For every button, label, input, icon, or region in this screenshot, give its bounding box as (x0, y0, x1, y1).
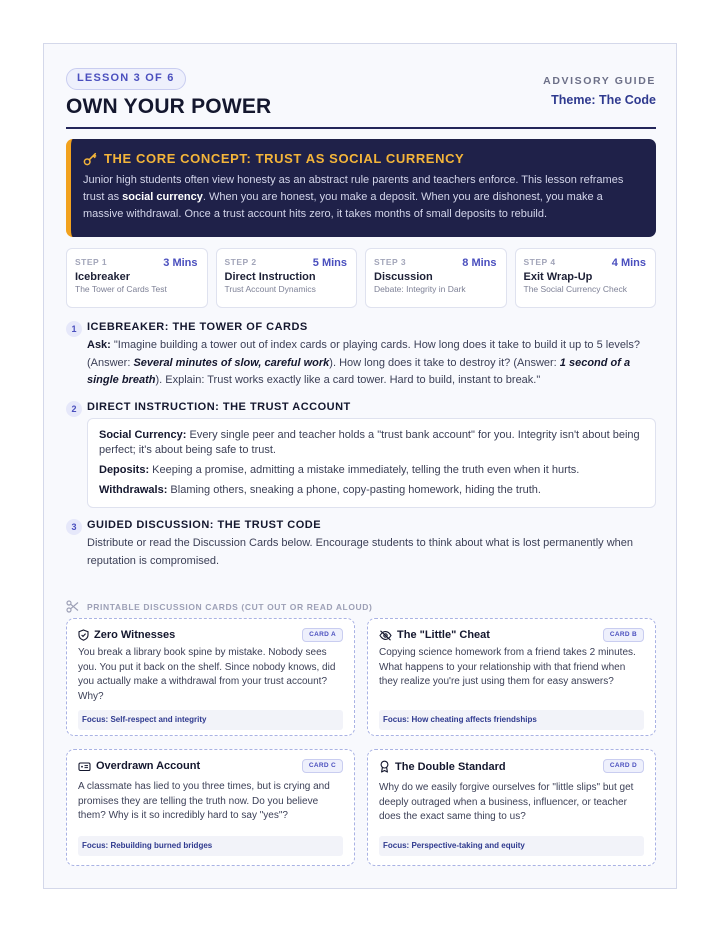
section-number-badge: 3 (66, 519, 82, 535)
discussion-card (367, 749, 656, 866)
step-subtitle: The Tower of Cards Test (75, 284, 167, 294)
trust-item: Deposits: Keeping a promise, admitting a mistake immediately, telling the truth even when it hurts. (99, 464, 580, 476)
step-duration: 4 Mins (611, 257, 646, 269)
step-name: Discussion (374, 271, 433, 283)
card-text: You break a library book spine by mistake. Nobody sees you. You put it back on the shelf. Since nobody knows, did you actually make a withdrawal from your trust account? Why? (78, 647, 336, 702)
step-number: STEP 4 (523, 257, 556, 267)
cards-header (66, 600, 372, 613)
eye-off-icon (379, 630, 392, 641)
trust-account-box (87, 418, 656, 508)
answer-emphasis: Several minutes of slow, careful work (133, 356, 330, 369)
step-number: STEP 1 (75, 257, 108, 267)
step-card (365, 248, 507, 308)
section-number-badge: 2 (66, 401, 82, 417)
step-card (515, 248, 657, 308)
answer-emphasis: 1 second of a single breath (87, 356, 631, 386)
header-divider (66, 127, 656, 129)
concept-title: THE CORE CONCEPT: TRUST AS SOCIAL CURRENCY (104, 151, 465, 166)
step-card (216, 248, 358, 308)
concept-body: Junior high students often view honesty as an abstract rule parents and teachers enforce. This lesson reframes trust as social currency. When you are honest, you make a deposit. When you are dishonest, you make a massive withdrawal. Once a trust account hits zero, it takes months of small deposits to rebuild. (83, 174, 624, 220)
cards-header-label: PRINTABLE DISCUSSION CARDS (CUT OUT OR READ ALOUD) (87, 601, 373, 612)
step-name: Exit Wrap-Up (523, 271, 593, 283)
step-card (66, 248, 208, 308)
section-title: ICEBREAKER: THE TOWER OF CARDS (87, 321, 308, 333)
section-number-badge: 1 (66, 321, 82, 337)
step-duration: 3 Mins (163, 257, 198, 269)
step-number: STEP 3 (374, 257, 407, 267)
key-icon (83, 152, 97, 166)
step-number: STEP 2 (224, 257, 257, 267)
wallet-icon (78, 761, 91, 772)
lesson-badge: LESSON 3 OF 6 (66, 68, 186, 90)
card-focus: Focus: Perspective-taking and equity (379, 836, 644, 856)
discussion-card (66, 618, 355, 736)
step-name: Icebreaker (75, 271, 131, 283)
step-subtitle: Debate: Integrity in Dark (374, 284, 466, 294)
card-title: The Double Standard (379, 760, 644, 773)
section-title: GUIDED DISCUSSION: THE TRUST CODE (87, 519, 322, 531)
card-tag: CARD A (302, 628, 343, 642)
page-title: OWN YOUR POWER (66, 95, 272, 118)
trust-item: Withdrawals: Blaming others, sneaking a phone, copy-pasting homework, hiding the truth. (99, 484, 541, 496)
discussion-card (66, 749, 355, 866)
card-focus: Focus: Rebuilding burned bridges (78, 836, 343, 856)
lesson-steps (66, 248, 656, 308)
card-text: A classmate has lied to you three times, but is crying and promises they are telling the truth now. Do you believe them? Why is it so incredibly hard to say "yes"? (78, 781, 330, 821)
card-focus: Focus: How cheating affects friendships (379, 710, 644, 730)
card-title: The "Little" Cheat (379, 629, 644, 641)
guide-label: ADVISORY GUIDE (543, 75, 656, 87)
lesson-page (43, 43, 677, 889)
step-duration: 5 Mins (312, 257, 347, 269)
concept-bold-term: social currency (122, 191, 203, 203)
card-title: Overdrawn Account (78, 760, 343, 772)
card-tag: CARD C (302, 759, 343, 773)
icebreaker-text: Ask: "Imagine building a tower out of index cards or playing cards. How long does it take to build it up to 5 levels? (Answer: Several minutes of slow, careful work). How long does it take to destroy it? (Answer: 1 second of a single breath). Explain: Trust works exactly like a card tower. Hard to build, instant to break." (87, 339, 640, 386)
step-name: Direct Instruction (224, 271, 316, 283)
card-tag: CARD D (603, 759, 644, 773)
card-text: Copying science homework from a friend takes 2 minutes. What happens to your relationship with that friend when they realize you're just using them for easy answers? (379, 647, 636, 687)
theme-label: Theme: The Code (551, 93, 656, 107)
section-title: DIRECT INSTRUCTION: THE TRUST ACCOUNT (87, 401, 351, 413)
core-concept-panel (66, 139, 656, 237)
trust-item: Social Currency: Every single peer and teacher holds a "trust bank account" for you. Integrity isn't about being perfect; it's about being safe to trust. (99, 429, 640, 456)
card-title: Zero Witnesses (78, 629, 343, 641)
card-text: Why do we easily forgive ourselves for "little slips" but get deeply outraged when a business, influencer, or teacher does the exact same thing to us? (379, 782, 634, 822)
card-tag: CARD B (603, 628, 644, 642)
discussion-text: Distribute or read the Discussion Cards below. Encourage students to think about what is lost permanently when reputation is compromised. (87, 537, 634, 567)
ask-label: Ask: (87, 339, 111, 351)
step-duration: 8 Mins (462, 257, 497, 269)
step-subtitle: The Social Currency Check (523, 284, 627, 294)
shield-icon (78, 629, 89, 641)
discussion-card (367, 618, 656, 736)
card-focus: Focus: Self-respect and integrity (78, 710, 343, 730)
award-icon (379, 760, 390, 773)
step-subtitle: Trust Account Dynamics (224, 284, 316, 294)
scissors-icon (66, 600, 79, 613)
concept-heading (83, 151, 642, 166)
